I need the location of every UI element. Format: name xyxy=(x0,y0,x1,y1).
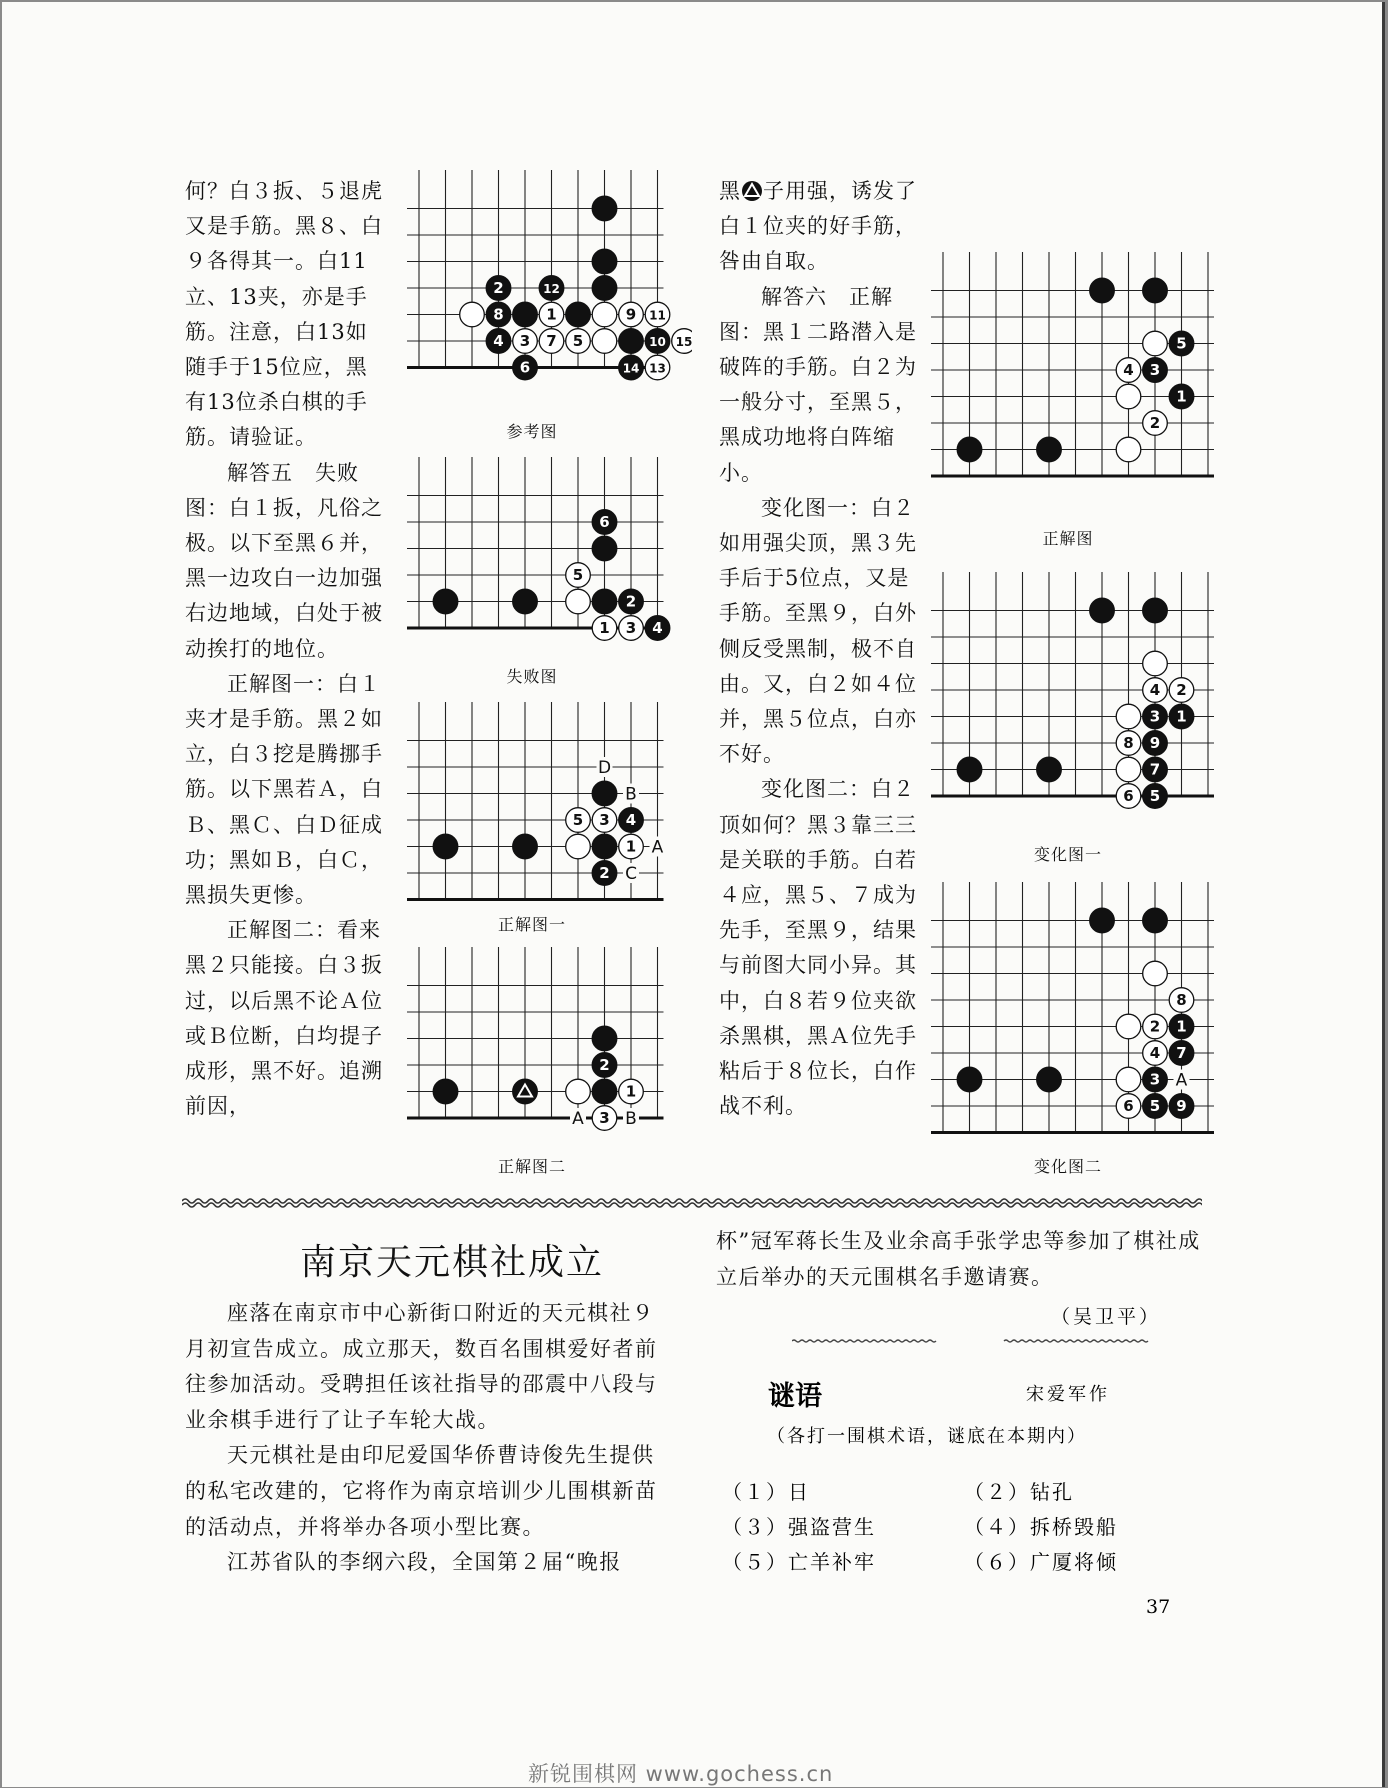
riddle-item-6: （６）广厦将倾 xyxy=(964,1550,1118,1574)
stone-number: 13 xyxy=(649,361,666,376)
stone-number: 3 xyxy=(519,332,531,350)
black-stone xyxy=(592,1079,617,1104)
point-label: A xyxy=(1175,1070,1188,1091)
left-para-2: 解答五 失败图：白１扳，凡俗之极。以下至黑６并，黑一边攻白一边加强右边地域，白处于被动挨打的地位。 xyxy=(185,460,383,661)
mid-para-2: 变化图一：白２如用强尖顶，黑３先手后于5位点，又是手筋。至黑９，白外侧反受黑制，极不自由。又，白２如４位并，黑５位点，白亦不好。 xyxy=(719,495,917,767)
triangle-black-stone-icon xyxy=(741,180,763,202)
white-stone xyxy=(566,808,591,833)
point-label: A xyxy=(651,837,664,858)
white-stone xyxy=(566,329,591,354)
stone-number: 2 xyxy=(599,1056,610,1074)
stone-number: 3 xyxy=(1149,707,1161,726)
black-stone xyxy=(592,1053,617,1078)
black-stone xyxy=(1169,1094,1194,1119)
white-stone xyxy=(566,834,591,859)
black-stone xyxy=(513,1079,538,1104)
black-stone xyxy=(592,1026,617,1051)
white-stone xyxy=(592,616,617,641)
stone-number: 1 xyxy=(1176,1017,1187,1036)
white-stone xyxy=(1143,1041,1168,1066)
left-text-column xyxy=(185,174,383,1124)
white-stone xyxy=(1116,704,1141,729)
stone-number: 3 xyxy=(599,811,610,829)
white-stone xyxy=(566,589,591,614)
article-para-3-part1: 江苏省队的李纲六段，全国第２届“晚报 xyxy=(227,1550,622,1575)
stone-number: 5 xyxy=(572,332,584,350)
black-stone xyxy=(539,276,564,301)
black-stone xyxy=(1143,908,1168,933)
white-stone xyxy=(1169,678,1194,703)
stone-number: 3 xyxy=(599,1109,610,1127)
black-stone xyxy=(592,276,617,301)
caption-fail: 失败图 xyxy=(506,667,558,686)
black-stone xyxy=(619,355,644,380)
left-para-3: 正解图一：白１夹才是手筋。黑２如立，白３挖是腾挪手筋。以下黑若Ａ，白Ｂ、黑Ｃ、白Ｄ征成功；黑如Ｂ，白Ｃ，黑损失更惨。 xyxy=(185,671,383,908)
stone-number: 7 xyxy=(546,332,557,350)
riddle-item-2: （２）钻孔 xyxy=(964,1480,1074,1504)
black-stone xyxy=(592,196,617,221)
stone-number: 1 xyxy=(599,619,610,637)
white-stone xyxy=(592,1106,617,1131)
stone-number: 8 xyxy=(1176,991,1187,1009)
black-stone xyxy=(1143,731,1168,756)
stone-number: 1 xyxy=(1176,387,1187,406)
black-stone xyxy=(1169,1014,1194,1039)
black-stone xyxy=(1143,1067,1168,1092)
black-stone xyxy=(433,589,458,614)
white-stone xyxy=(1116,731,1141,756)
white-stone xyxy=(513,329,538,354)
white-stone xyxy=(672,329,692,354)
stone-number: 4 xyxy=(652,619,663,637)
black-stone xyxy=(957,757,982,782)
white-stone xyxy=(1116,784,1141,809)
stone-number: 3 xyxy=(625,619,637,637)
article-para-3-part2: 杯”冠军蒋长生及业余高手张学忠等参加了棋社成立后举办的天元围棋名手邀请赛。 xyxy=(716,1229,1201,1289)
white-stone xyxy=(1116,757,1141,782)
black-stone xyxy=(592,510,617,535)
white-stone xyxy=(1116,358,1141,383)
mid-para-3: 变化图二：白２顶如何？黑３靠三三是关联的手筋。白若４应，黑５、７成为先手，至黑９，结果与前图大同小异。其中，白８若９位夹欲杀黑棋，黑Ａ位先手粘后于８位长，白作战不利。 xyxy=(719,777,917,1119)
white-stone xyxy=(1116,1094,1141,1119)
stone-number: 6 xyxy=(519,358,531,377)
white-stone xyxy=(539,302,564,327)
white-stone xyxy=(592,329,617,354)
black-stone xyxy=(1143,278,1168,303)
stone-number: 2 xyxy=(1149,1017,1161,1036)
black-stone xyxy=(1143,704,1168,729)
watermark: 新锐围棋网 www.gochess.cn xyxy=(528,1762,834,1786)
black-stone xyxy=(645,329,670,354)
article-body-right xyxy=(716,1224,1206,1295)
black-stone xyxy=(592,834,617,859)
black-stone xyxy=(566,302,591,327)
riddle-item-5: （５）亡羊补牢 xyxy=(722,1550,876,1574)
stone-number: 6 xyxy=(599,513,610,531)
middle-text-column xyxy=(719,174,929,1124)
black-stone xyxy=(1037,437,1062,462)
white-stone xyxy=(1116,1067,1141,1092)
stone-number: 3 xyxy=(1149,361,1161,379)
stone-number: 5 xyxy=(572,566,584,584)
go-diagram-fail xyxy=(407,457,692,667)
black-stone xyxy=(592,249,617,274)
riddle-title: 谜语 xyxy=(768,1381,822,1412)
white-stone xyxy=(1116,384,1141,409)
white-stone xyxy=(539,329,564,354)
stone-number: 1 xyxy=(546,305,557,324)
black-stone xyxy=(1090,598,1115,623)
black-stone xyxy=(592,781,617,806)
black-stone xyxy=(433,1079,458,1104)
black-stone xyxy=(1169,384,1194,409)
stone-number: 9 xyxy=(1176,1097,1187,1115)
black-stone xyxy=(1169,1041,1194,1066)
white-stone xyxy=(1169,988,1194,1013)
white-stone xyxy=(1116,1014,1141,1039)
black-stone xyxy=(592,589,617,614)
magazine-page xyxy=(2,2,1385,1787)
black-stone xyxy=(1143,358,1168,383)
black-stone xyxy=(513,589,538,614)
stone-number: 6 xyxy=(1123,787,1134,805)
black-stone xyxy=(619,808,644,833)
stone-number: 4 xyxy=(625,811,637,829)
point-label: B xyxy=(625,784,637,805)
black-stone xyxy=(513,355,538,380)
go-diagram-solution-1 xyxy=(407,702,692,937)
go-diagram-reference xyxy=(407,170,692,410)
black-stone xyxy=(1037,757,1062,782)
go-diagram-variation-2 xyxy=(931,882,1216,1170)
caption-solution-2: 正解图二 xyxy=(497,1157,566,1176)
white-stone xyxy=(619,616,644,641)
point-label: C xyxy=(625,864,637,884)
riddle-item-3: （３）强盗营生 xyxy=(722,1515,876,1539)
stone-number: 1 xyxy=(625,1082,637,1101)
stone-number: 15 xyxy=(675,335,692,349)
white-stone xyxy=(1143,961,1168,986)
black-stone xyxy=(1143,598,1168,623)
black-stone xyxy=(486,276,511,301)
stone-number: 10 xyxy=(649,335,666,349)
wavy-divider xyxy=(182,1195,1202,1211)
black-stone xyxy=(486,302,511,327)
point-label: A xyxy=(572,1109,584,1129)
go-diagram-correct xyxy=(931,252,1216,522)
white-stone xyxy=(619,1079,644,1104)
black-stone xyxy=(1143,757,1168,782)
black-stone xyxy=(592,536,617,561)
point-label: B xyxy=(625,1109,637,1129)
black-stone xyxy=(1143,784,1168,809)
stone-number: 9 xyxy=(625,305,637,324)
mid-top-prefix: 黑 xyxy=(719,179,741,203)
white-stone xyxy=(1143,651,1168,676)
caption-variation-2: 变化图二 xyxy=(1033,1157,1102,1176)
riddle-note: （各打一围棋术语，谜底在本期内） xyxy=(767,1426,1087,1447)
stone-number: 1 xyxy=(625,837,637,856)
stone-number: 7 xyxy=(1149,760,1161,779)
stone-number: 6 xyxy=(1123,1097,1134,1115)
stone-number: 5 xyxy=(1149,1097,1161,1115)
stone-number: 4 xyxy=(1149,1044,1161,1062)
riddle-item-4: （４）拆桥毁船 xyxy=(964,1515,1118,1539)
stone-number: 14 xyxy=(622,361,640,376)
caption-solution-1: 正解图一 xyxy=(497,915,566,934)
left-para-1: 何？白３扳、５退虎又是手筋。黑８、白９各得其一。白11立、13夹，亦是手筋。注意，白13如随手于15位应，黑有13位杀白棋的手筋。请验证。 xyxy=(185,179,383,450)
white-stone xyxy=(645,302,670,327)
black-stone xyxy=(1169,704,1194,729)
white-stone xyxy=(619,834,644,859)
stone-number: 5 xyxy=(572,811,584,829)
white-stone xyxy=(1143,411,1168,436)
stone-number: 2 xyxy=(1176,681,1187,699)
stone-number: 4 xyxy=(1123,361,1134,379)
black-stone xyxy=(1169,331,1194,356)
mid-para-1: 解答六 正解图：黑１二路潜入是破阵的手筋。白２为一般分寸，至黑５，黑成功地将白阵缩小。 xyxy=(719,284,917,485)
article-para-2: 天元棋社是由印尼爱国华侨曹诗俊先生提供的私宅改建的，它将作为南京培训少儿围棋新苗的活动点，并将举办各项小型比赛。 xyxy=(185,1443,658,1539)
mid-top-text: 子用强，诱发了白１位夹的好手筋，咎由自取。 xyxy=(719,179,917,274)
article-title: 南京天元棋社成立 xyxy=(300,1242,605,1283)
caption-correct: 正解图 xyxy=(1042,529,1094,548)
stone-number: 8 xyxy=(493,305,504,324)
black-stone xyxy=(619,589,644,614)
white-stone xyxy=(460,302,485,327)
point-label: D xyxy=(597,758,612,778)
black-stone xyxy=(1143,1094,1168,1119)
stone-number: 7 xyxy=(1176,1044,1187,1062)
stone-number: 1 xyxy=(1176,707,1187,726)
white-stone xyxy=(1143,331,1168,356)
left-para-4: 正解图二：看来黑２只能接。白３扳过，以后黑不论Ａ位或Ｂ位断，白均提子成形，黑不好。追溯前因， xyxy=(185,918,383,1119)
stone-number: 5 xyxy=(1176,334,1187,353)
black-stone xyxy=(1090,278,1115,303)
black-stone xyxy=(592,861,617,886)
caption-reference: 参考图 xyxy=(506,422,558,441)
page-number: 37 xyxy=(1146,1596,1171,1618)
white-stone xyxy=(592,808,617,833)
article-para-1: 座落在南京市中心新街口附近的天元棋社９月初宣告成立。成立那天，数百名围棋爱好者前往参加活动。受聘担任该社指导的邵震中八段与业余棋手进行了让子车轮大战。 xyxy=(185,1301,658,1432)
black-stone xyxy=(486,329,511,354)
mid-top-para xyxy=(719,174,929,280)
riddle-item-1: （１）日 xyxy=(722,1480,810,1504)
white-stone xyxy=(566,1079,591,1104)
white-stone xyxy=(566,563,591,588)
stone-number: 2 xyxy=(599,864,610,882)
white-stone xyxy=(619,302,644,327)
black-stone xyxy=(957,1067,982,1092)
caption-variation-1: 变化图一 xyxy=(1033,845,1102,864)
stone-number: 9 xyxy=(1149,734,1161,752)
white-stone xyxy=(645,355,670,380)
black-stone xyxy=(645,616,670,641)
stone-number: 2 xyxy=(1149,414,1161,432)
black-stone xyxy=(1090,908,1115,933)
white-stone xyxy=(1116,437,1141,462)
black-stone xyxy=(513,302,538,327)
black-stone xyxy=(1037,1067,1062,1092)
white-stone xyxy=(1143,1014,1168,1039)
stone-number: 4 xyxy=(1149,681,1161,699)
black-stone xyxy=(619,329,644,354)
white-stone xyxy=(1143,678,1168,703)
white-stone xyxy=(592,302,617,327)
stone-number: 3 xyxy=(1149,1070,1161,1089)
black-stone xyxy=(513,834,538,859)
stone-number: 2 xyxy=(493,279,504,297)
riddle-author: 宋爱军作 xyxy=(1026,1384,1110,1405)
article-byline: （吴卫平） xyxy=(1051,1306,1162,1328)
black-stone xyxy=(433,834,458,859)
stone-number: 11 xyxy=(649,308,666,323)
go-diagram-variation-1 xyxy=(931,572,1216,834)
article-body-left xyxy=(185,1296,671,1581)
stone-number: 4 xyxy=(493,332,504,350)
riddle-separator xyxy=(792,1338,1152,1346)
stone-number: 2 xyxy=(625,592,637,611)
stone-number: 12 xyxy=(543,282,560,296)
go-diagram-solution-2 xyxy=(407,947,692,1157)
stone-number: 5 xyxy=(1149,787,1161,805)
stone-number: 8 xyxy=(1123,734,1134,752)
black-stone xyxy=(957,437,982,462)
